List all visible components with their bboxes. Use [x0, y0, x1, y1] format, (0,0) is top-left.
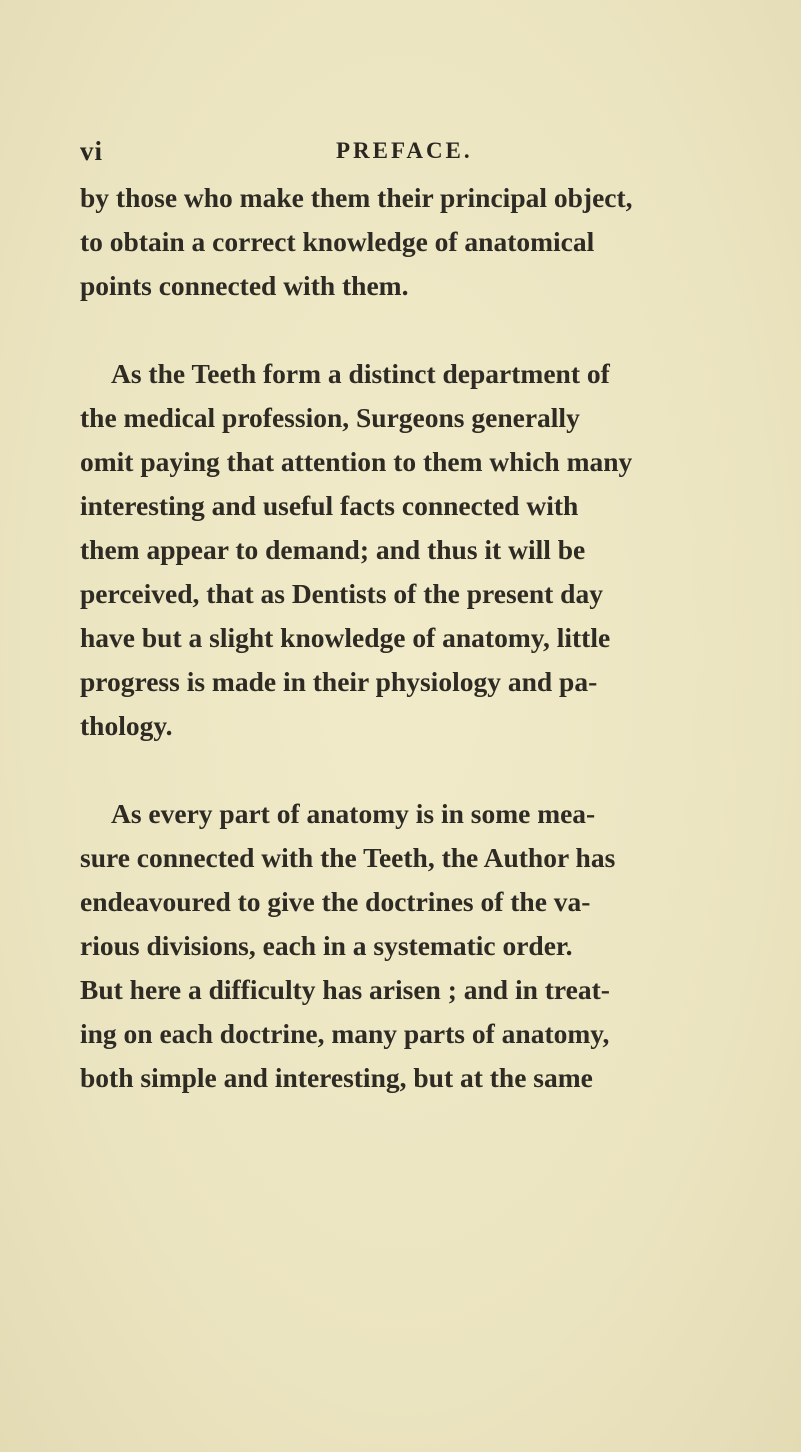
text-line: points connected with them. [80, 270, 409, 301]
body-text [80, 176, 752, 1100]
text-line: As the Teeth form a distinct department of [111, 358, 610, 389]
text-line: by those who make them their principal object, [80, 182, 633, 213]
text-line: have but a slight knowledge of anatomy, little [80, 622, 611, 653]
paragraph-gap [80, 308, 752, 352]
text-line: As every part of anatomy is in some mea- [111, 798, 596, 829]
text-line: endeavoured to give the doctrines of the va- [80, 886, 591, 917]
running-head: PREFACE. [336, 138, 473, 163]
text-line: thology. [80, 710, 173, 741]
text-line: progress is made in their physiology and pa- [80, 666, 598, 697]
paragraph-continuation [80, 176, 752, 308]
text-line: the medical profession, Surgeons generally [80, 402, 580, 433]
page-header [80, 136, 720, 170]
text-line: ing on each doctrine, many parts of anatomy, [80, 1018, 610, 1049]
text-line: sure connected with the Teeth, the Author has [80, 842, 616, 873]
text-line: to obtain a correct knowledge of anatomical [80, 226, 595, 257]
text-line: both simple and interesting, but at the same [80, 1062, 593, 1093]
text-line: perceived, that as Dentists of the present day [80, 578, 603, 609]
paragraph-teeth-department [80, 352, 752, 748]
paragraph-anatomy-measure [80, 792, 752, 1100]
paragraph-gap [80, 748, 752, 792]
text-line: rious divisions, each in a systematic order. [80, 930, 573, 961]
page-number: vi [80, 136, 104, 166]
text-line: them appear to demand; and thus it will be [80, 534, 586, 565]
text-line: omit paying that attention to them which many [80, 446, 633, 477]
text-line: interesting and useful facts connected with [80, 490, 579, 521]
text-line: But here a difficulty has arisen ; and in treat- [80, 974, 610, 1005]
